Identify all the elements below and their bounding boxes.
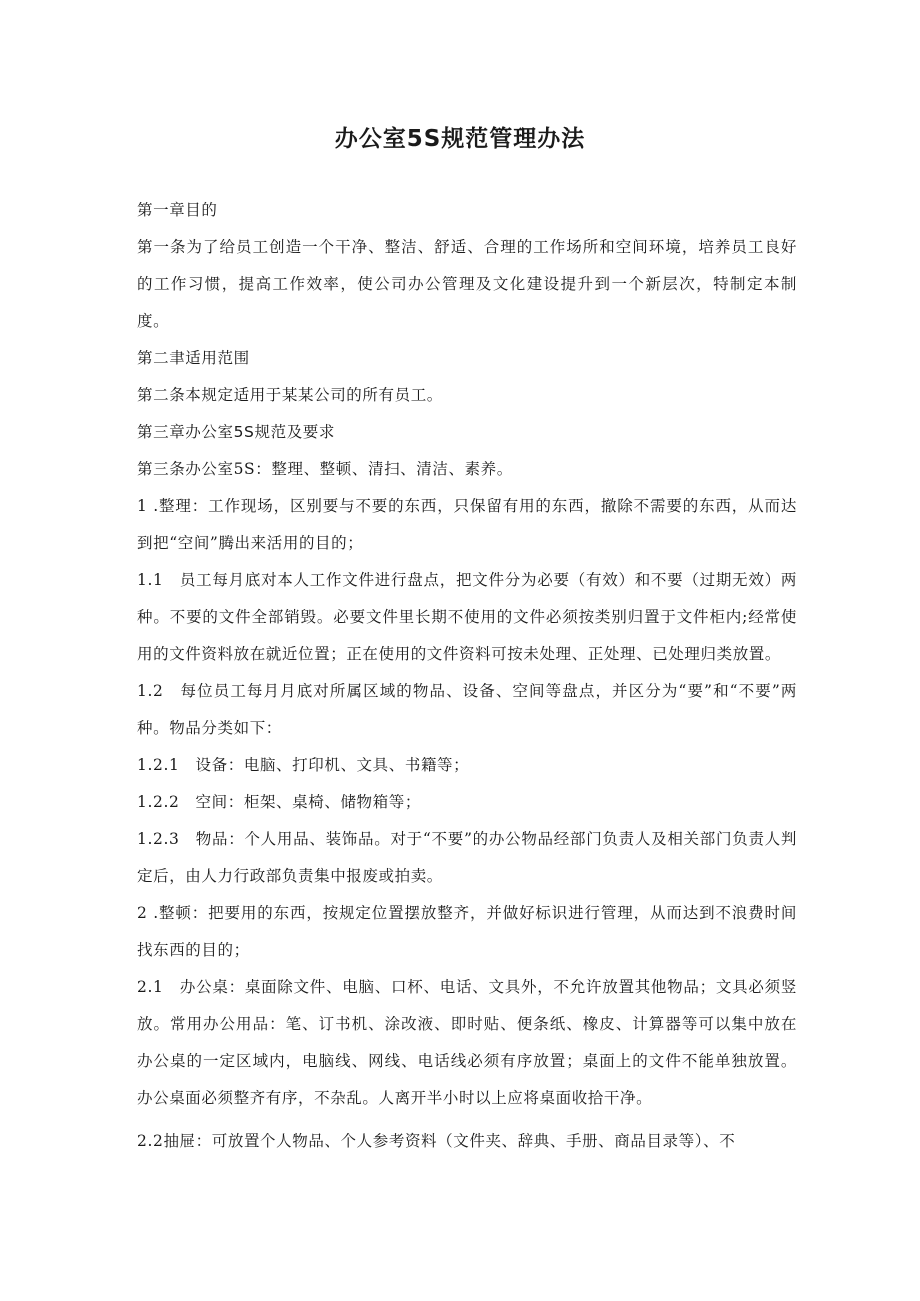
article-paragraph: 第一条为了给员工创造一个干净、整洁、舒适、合理的工作场所和空间环境，培养员工良好的工作习惯，提高工作效率，使公司办公管理及文化建设提升到一个新层次，特制定本制度。 (137, 238, 797, 330)
chapter-heading-3: 第三章办公室5S规范及要求 (137, 423, 336, 441)
list-item: 1.2.3 物品：个人用品、装饰品。对于“不要”的办公物品经部门负责人及相关部门负责人判定后，由人力行政部负责集中报废或拍卖。 (137, 830, 797, 885)
document-title: 办公室5S规范管理办法 (334, 126, 586, 152)
list-item: 2.2抽屉：可放置个人物品、个人参考资料（文件夹、辞典、手册、商品目录等）、不 (137, 1132, 736, 1150)
list-item: 1.2 每位员工每月月底对所属区域的物品、设备、空间等盘点，并区分为“要”和“不要”两种。物品分类如下： (137, 682, 797, 737)
document-body (137, 192, 797, 1160)
list-item: 1.2.2 空间：柜架、桌椅、储物箱等； (137, 793, 421, 811)
list-item: 1.1 员工每月底对本人工作文件进行盘点，把文件分为必要（有效）和不要（过期无效）两种。不要的文件全部销毁。必要文件里长期不使用的文件必须按类别归置于文件柜内;经常使用的文件资料放在就近位置；正在使用的文件资料可按未处理、正处理、已处理归类放置。 (137, 571, 797, 663)
article-paragraph: 第二条本规定适用于某某公司的所有员工。 (137, 386, 443, 404)
list-item: 2 .整顿：把要用的东西，按规定位置摆放整齐，并做好标识进行管理，从而达到不浪费时间找东西的目的； (137, 904, 797, 959)
list-item: 2.1 办公桌：桌面除文件、电脑、口杯、电话、文具外，不允许放置其他物品；文具必须竖放。常用办公用品：笔、订书机、涂改液、即时贴、便条纸、橡皮、计算器等可以集中放在办公桌的一定区域内，电脑线、网线、电话线必须有序放置；桌面上的文件不能单独放置。办公桌面必须整齐有序，不杂乱。人离开半小时以上应将桌面收拾干净。 (137, 978, 797, 1107)
chapter-heading-2: 第二聿适用范围 (137, 349, 250, 367)
article-paragraph: 第三条办公室5S：整理、整顿、清扫、清洁、素养。 (137, 460, 513, 478)
list-item: 1 .整理：工作现场，区别要与不要的东西，只保留有用的东西，撤除不需要的东西，从而达到把“空间”腾出来活用的目的； (137, 497, 797, 552)
list-item: 1.2.1 设备：电脑、打印机、文具、书籍等； (137, 756, 470, 774)
chapter-heading-1: 第一章目的 (137, 201, 218, 219)
